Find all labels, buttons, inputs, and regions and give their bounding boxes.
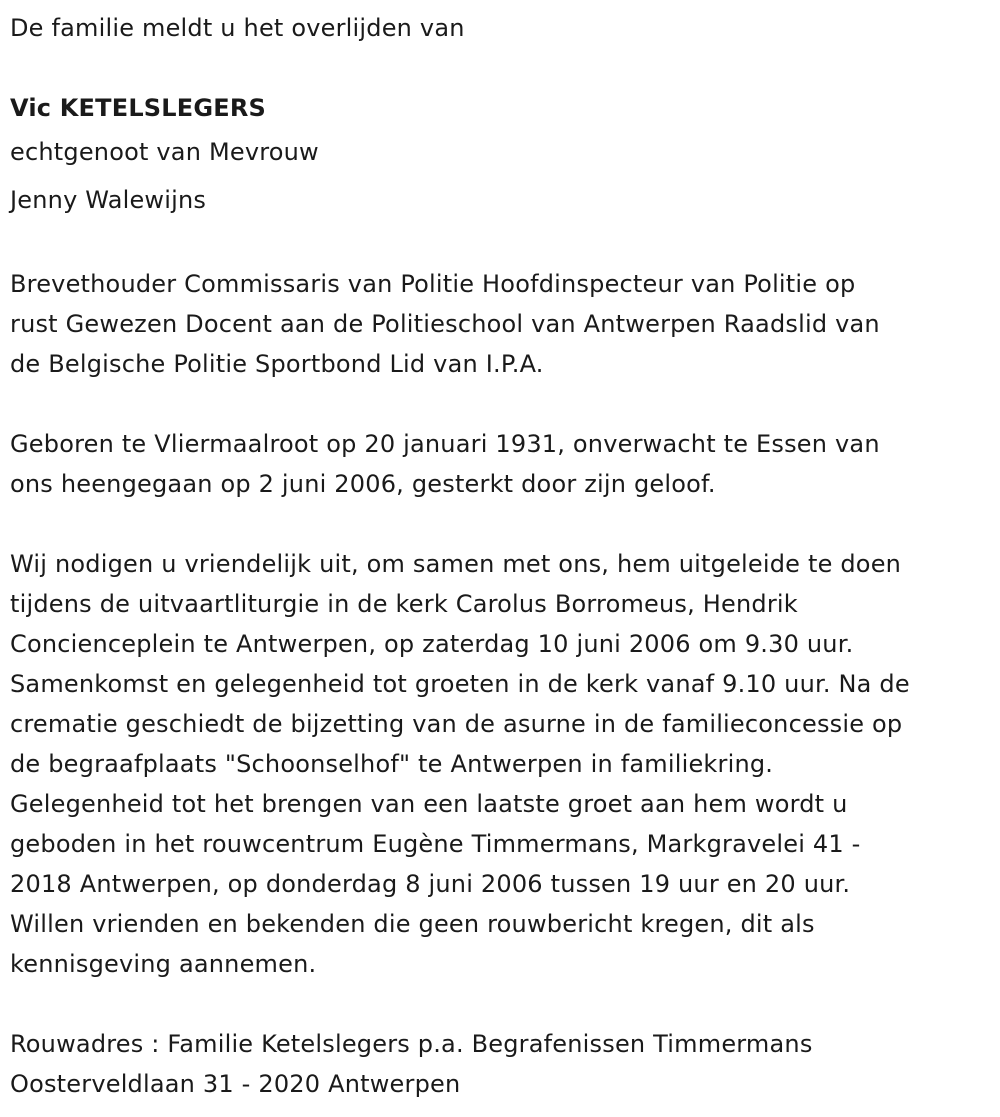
spacer <box>10 384 1000 424</box>
paragraph-line: 2018 Antwerpen, op donderdag 8 juni 2006 tussen 19 uur en 20 uur. <box>10 870 851 898</box>
deceased-name: Vic KETELSLEGERS <box>10 94 267 122</box>
paragraph-line: Geboren te Vliermaalroot op 20 januari 1931, onverwacht te Essen van <box>10 430 880 458</box>
spouse-name: Jenny Walewijns <box>10 186 207 214</box>
mourning-address <box>10 1024 1000 1104</box>
spouse-line: echtgenoot van Mevrouw <box>10 138 319 166</box>
paragraph-line: rust Gewezen Docent aan de Politieschool van Antwerpen Raadslid van <box>10 310 880 338</box>
address-line: Rouwadres : Familie Ketelslegers p.a. Begrafenissen Timmermans <box>10 1030 813 1058</box>
spacer <box>10 224 1000 264</box>
funeral-paragraph <box>10 544 1000 984</box>
paragraph-line: geboden in het rouwcentrum Eugène Timmermans, Markgravelei 41 - <box>10 830 861 858</box>
paragraph-line: tijdens de uitvaartliturgie in de kerk Carolus Borromeus, Hendrik <box>10 590 798 618</box>
birth-death-paragraph <box>10 424 1000 504</box>
spacer <box>10 504 1000 544</box>
paragraph-line: de begraafplaats "Schoonselhof" te Antwerpen in familiekring. <box>10 750 774 778</box>
paragraph-line: Willen vrienden en bekenden die geen rouwbericht kregen, dit als <box>10 910 815 938</box>
paragraph-line: crematie geschiedt de bijzetting van de asurne in de familieconcessie op <box>10 710 903 738</box>
titles-paragraph <box>10 264 1000 384</box>
paragraph-line: Brevethouder Commissaris van Politie Hoofdinspecteur van Politie op <box>10 270 856 298</box>
spacer <box>10 984 1000 1024</box>
paragraph-line: kennisgeving aannemen. <box>10 950 317 978</box>
paragraph-line: Wij nodigen u vriendelijk uit, om samen met ons, hem uitgeleide te doen <box>10 550 902 578</box>
paragraph-line: Concienceplein te Antwerpen, op zaterdag 10 juni 2006 om 9.30 uur. <box>10 630 854 658</box>
paragraph-line: Gelegenheid tot het brengen van een laatste groet aan hem wordt u <box>10 790 848 818</box>
intro-text: De familie meldt u het overlijden van <box>10 14 465 42</box>
address-line: Oosterveldlaan 31 - 2020 Antwerpen <box>10 1070 461 1098</box>
paragraph-line: Samenkomst en gelegenheid tot groeten in de kerk vanaf 9.10 uur. Na de <box>10 670 910 698</box>
paragraph-line: de Belgische Politie Sportbond Lid van I.P.A. <box>10 350 544 378</box>
paragraph-line: ons heengegaan op 2 juni 2006, gesterkt door zijn geloof. <box>10 470 716 498</box>
